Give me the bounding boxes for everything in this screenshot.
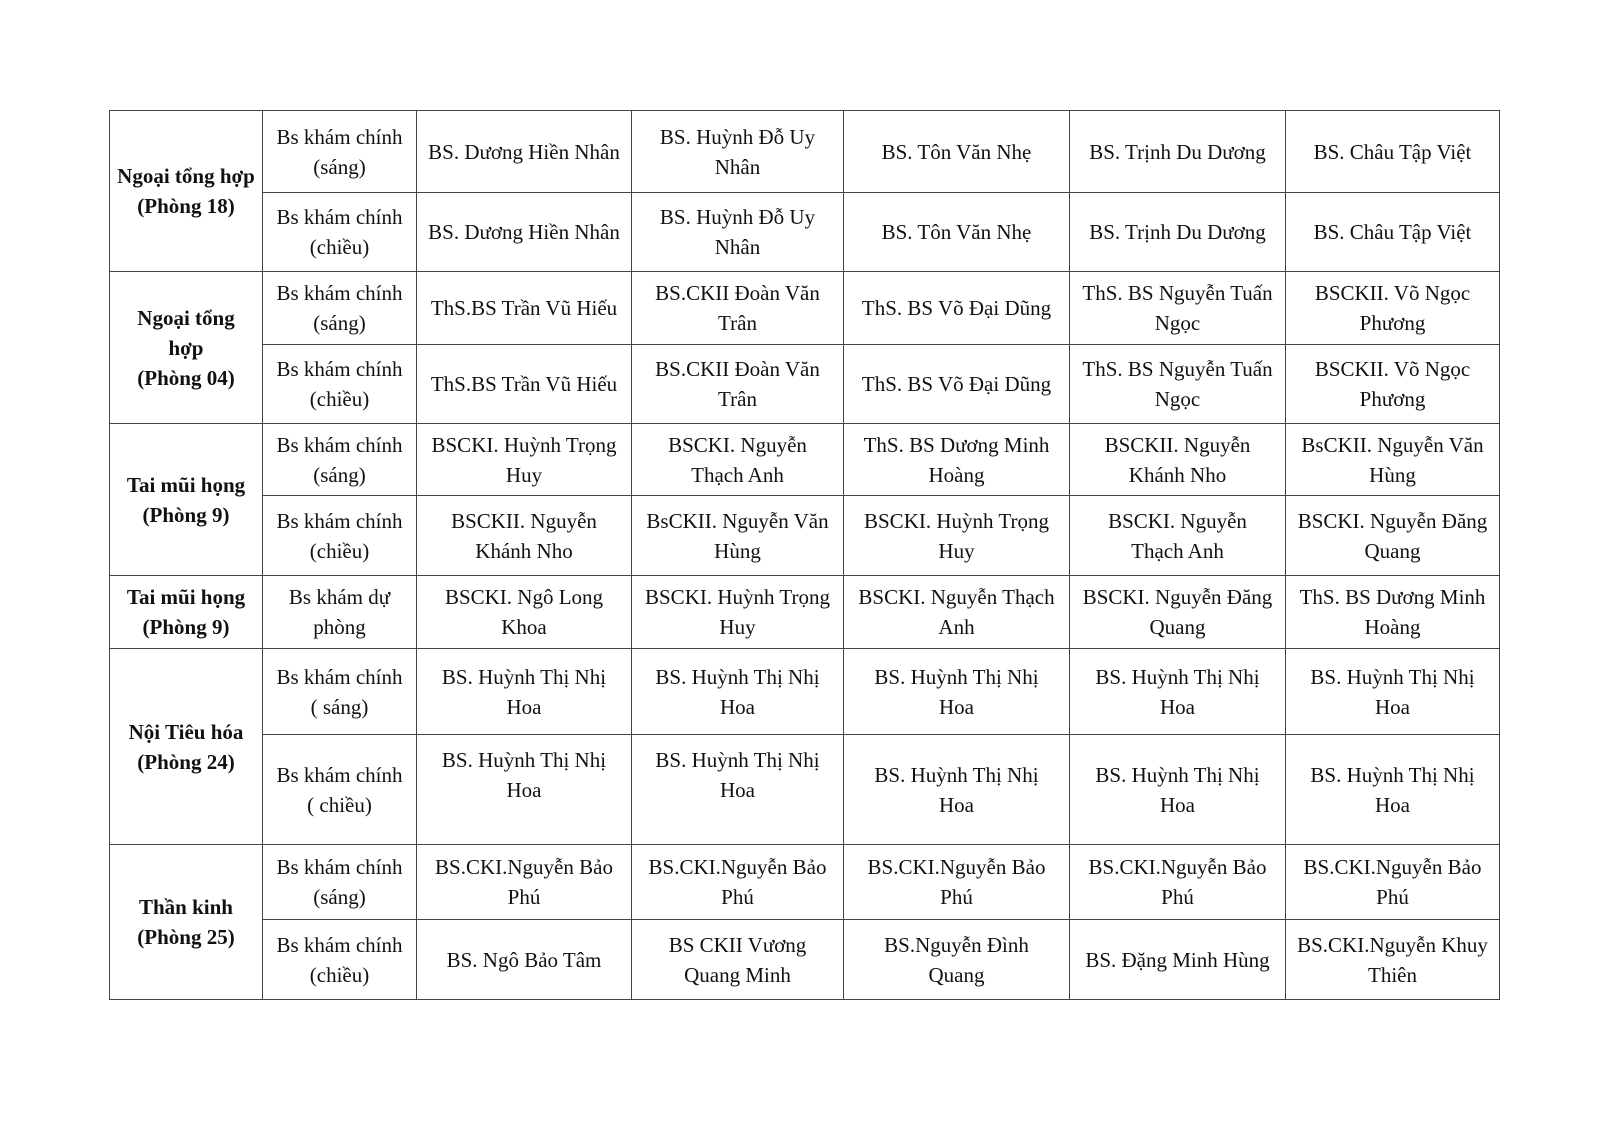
table-row: [110, 845, 1500, 920]
table-row: [110, 735, 1500, 845]
doctor-cell: BSCKI. Ngô Long Khoa: [417, 576, 632, 649]
shift-cell: Bs khám chính (sáng): [263, 845, 417, 920]
doctor-cell: BS. Huỳnh Thị Nhị Hoa: [844, 649, 1070, 735]
table-row: [110, 193, 1500, 272]
doctor-cell: BS. Huỳnh Thị Nhị Hoa: [1286, 649, 1500, 735]
doctor-cell: BS. Huỳnh Thị Nhị Hoa: [844, 735, 1070, 845]
doctor-cell: BS.CKI.Nguyễn Bảo Phú: [844, 845, 1070, 920]
doctor-cell: BS.CKI.Nguyễn Khuy Thiên: [1286, 920, 1500, 1000]
schedule-table: [109, 110, 1500, 1000]
table-row: [110, 345, 1500, 424]
shift-cell: Bs khám chính (chiều): [263, 496, 417, 576]
department-cell: Tai mũi họng (Phòng 9): [110, 424, 263, 576]
doctor-cell: BS.Nguyễn Đình Quang: [844, 920, 1070, 1000]
doctor-cell: BS. Huỳnh Thị Nhị Hoa: [1070, 649, 1286, 735]
doctor-cell: BS. Huỳnh Thị Nhị Hoa: [632, 649, 844, 735]
doctor-cell: BSCKI. Nguyễn Đăng Quang: [1286, 496, 1500, 576]
doctor-cell: BSCKII. Võ Ngọc Phương: [1286, 345, 1500, 424]
doctor-cell: BSCKI. Nguyễn Đăng Quang: [1070, 576, 1286, 649]
shift-cell: Bs khám chính (sáng): [263, 424, 417, 496]
doctor-cell: BSCKII. Võ Ngọc Phương: [1286, 272, 1500, 345]
doctor-cell: BS.CKII Đoàn Văn Trân: [632, 345, 844, 424]
shift-cell: Bs khám chính (chiều): [263, 193, 417, 272]
doctor-cell: BS. Huỳnh Đỗ Uy Nhân: [632, 111, 844, 193]
doctor-cell: BS. Huỳnh Thị Nhị Hoa: [417, 735, 632, 845]
schedule-body: [110, 111, 1500, 1000]
shift-cell: Bs khám chính (sáng): [263, 111, 417, 193]
doctor-cell: BS. Trịnh Du Dương: [1070, 193, 1286, 272]
doctor-cell: BS. Huỳnh Thị Nhị Hoa: [632, 735, 844, 845]
table-row: [110, 496, 1500, 576]
table-row: [110, 272, 1500, 345]
doctor-cell: BS.CKI.Nguyễn Bảo Phú: [1286, 845, 1500, 920]
doctor-cell: BS. Đặng Minh Hùng: [1070, 920, 1286, 1000]
doctor-cell: BS. Châu Tập Việt: [1286, 111, 1500, 193]
table-row: [110, 424, 1500, 496]
doctor-cell: BSCKI. Huỳnh Trọng Huy: [632, 576, 844, 649]
shift-cell: Bs khám chính (chiều): [263, 345, 417, 424]
doctor-cell: BsCKII. Nguyễn Văn Hùng: [632, 496, 844, 576]
shift-cell: Bs khám chính ( chiều): [263, 735, 417, 845]
doctor-cell: BS. Tôn Văn Nhẹ: [844, 193, 1070, 272]
department-cell: Thần kinh (Phòng 25): [110, 845, 263, 1000]
doctor-cell: ThS.BS Trần Vũ Hiếu: [417, 345, 632, 424]
doctor-cell: BSCKII. Nguyễn Khánh Nho: [417, 496, 632, 576]
doctor-cell: BS. Dương Hiền Nhân: [417, 111, 632, 193]
table-row: [110, 649, 1500, 735]
doctor-cell: BS. Huỳnh Thị Nhị Hoa: [1070, 735, 1286, 845]
department-cell: Tai mũi họng (Phòng 9): [110, 576, 263, 649]
doctor-cell: BSCKI. Nguyễn Thạch Anh: [632, 424, 844, 496]
doctor-cell: ThS. BS Võ Đại Dũng: [844, 345, 1070, 424]
doctor-cell: BSCKI. Huỳnh Trọng Huy: [417, 424, 632, 496]
doctor-cell: BS CKII Vương Quang Minh: [632, 920, 844, 1000]
doctor-cell: BS.CKI.Nguyễn Bảo Phú: [417, 845, 632, 920]
shift-cell: Bs khám dự phòng: [263, 576, 417, 649]
shift-cell: Bs khám chính (chiều): [263, 920, 417, 1000]
doctor-cell: BSCKI. Nguyễn Thạch Anh: [1070, 496, 1286, 576]
department-cell: Nội Tiêu hóa (Phòng 24): [110, 649, 263, 845]
doctor-cell: BS.CKI.Nguyễn Bảo Phú: [632, 845, 844, 920]
doctor-cell: BS. Tôn Văn Nhẹ: [844, 111, 1070, 193]
doctor-cell: BS.CKI.Nguyễn Bảo Phú: [1070, 845, 1286, 920]
doctor-cell: BSCKI. Huỳnh Trọng Huy: [844, 496, 1070, 576]
doctor-cell: ThS. BS Nguyễn Tuấn Ngọc: [1070, 272, 1286, 345]
doctor-cell: BS. Huỳnh Thị Nhị Hoa: [1286, 735, 1500, 845]
doctor-cell: ThS. BS Võ Đại Dũng: [844, 272, 1070, 345]
doctor-cell: BSCKII. Nguyễn Khánh Nho: [1070, 424, 1286, 496]
doctor-cell: BS. Ngô Bảo Tâm: [417, 920, 632, 1000]
department-cell: Ngoại tổng hợp (Phòng 18): [110, 111, 263, 272]
table-row: [110, 920, 1500, 1000]
doctor-cell: BsCKII. Nguyễn Văn Hùng: [1286, 424, 1500, 496]
doctor-cell: BS. Huỳnh Thị Nhị Hoa: [417, 649, 632, 735]
shift-cell: Bs khám chính (sáng): [263, 272, 417, 345]
doctor-cell: BS. Châu Tập Việt: [1286, 193, 1500, 272]
doctor-cell: ThS. BS Dương Minh Hoàng: [844, 424, 1070, 496]
table-row: [110, 576, 1500, 649]
doctor-cell: BSCKI. Nguyễn Thạch Anh: [844, 576, 1070, 649]
doctor-cell: ThS. BS Dương Minh Hoàng: [1286, 576, 1500, 649]
doctor-cell: BS.CKII Đoàn Văn Trân: [632, 272, 844, 345]
shift-cell: Bs khám chính ( sáng): [263, 649, 417, 735]
doctor-cell: BS. Dương Hiền Nhân: [417, 193, 632, 272]
doctor-cell: BS. Huỳnh Đỗ Uy Nhân: [632, 193, 844, 272]
doctor-cell: BS. Trịnh Du Dương: [1070, 111, 1286, 193]
doctor-cell: ThS. BS Nguyễn Tuấn Ngọc: [1070, 345, 1286, 424]
table-row: [110, 111, 1500, 193]
doctor-cell: ThS.BS Trần Vũ Hiếu: [417, 272, 632, 345]
department-cell: Ngoại tổng hợp (Phòng 04): [110, 272, 263, 424]
